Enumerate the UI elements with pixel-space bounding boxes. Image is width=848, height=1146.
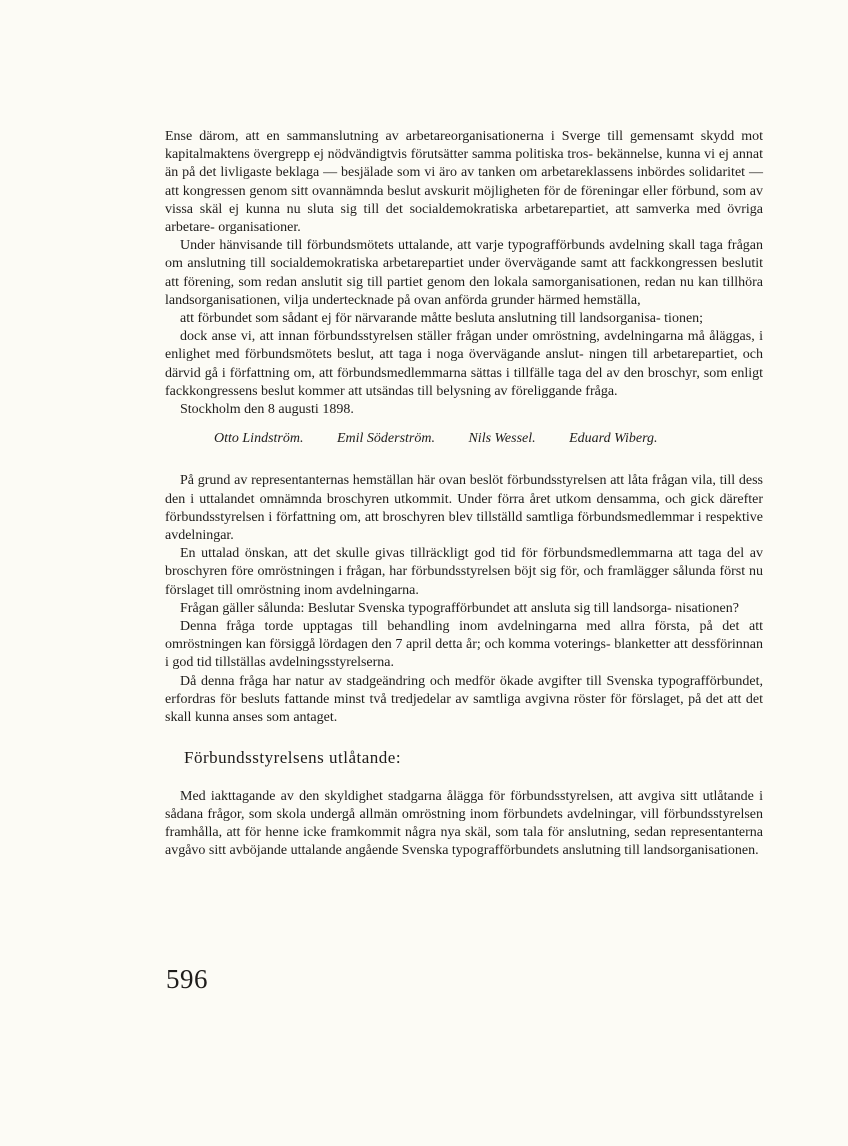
paragraph: Med iakttagande av den skyldighet stadgarna ålägga för förbundsstyrelsen, att avgiva sitt utlåtande i sådana frågor, som skola undergå allmän omröstning inom förbundets avdelningar, vill förbundsstyrelsen framhålla, att för henne icke framkommit några nya skäl, som tala för anslutning, sedan representanterna avgåvo sitt avböjande uttalande angående Svenska typografförbundets anslutning till landsorganisationen. — [165, 788, 763, 859]
paragraph: Frågan gäller sålunda: Beslutar Svenska typografförbundet att ansluta sig till landsorga‑ nisationen? — [180, 600, 739, 616]
paragraph: att förbundet som sådant ej för närvarande måtte besluta anslutning till landsorganisa‑ tionen; — [180, 311, 704, 327]
signature: Eduard Wiberg. — [569, 431, 658, 447]
section-heading: Förbundsstyrelsens utlåtande: — [184, 748, 402, 768]
signatures — [214, 430, 763, 448]
paragraph: Ense därom, att en sammanslutning av arbetareorganisationerna i Sverge till gemensamt skydd mot kapitalmaktens övergrepp ej nödvändigtvis förutsätter samma politiska tros‑ bekännelse, kunna vi ej annat än på det livligaste beklaga — besjälade som vi äro av tanken om arbetareklassens inbördes solidaritet — att kongressen genom sitt ovannämnda beslut avskurit möjligheten för de föreningar eller förbund, som av vissa skäl ej kunna nu sluta sig till det socialdemokratiska arbetarepartiet, att samverka med övriga arbetare‑ organisationer. — [165, 129, 763, 236]
paragraph: dock anse vi, att innan förbundsstyrelsen ställer frågan under omröstning, avdelningarna må åläggas, i enlighet med förbundsmötets beslut, att taga i noga övervägande anslut‑ ningen till arbetarepartiet, och därvid gå i författning om, att förbundsmedlemmarna sättas i tillfälle taga del av den broschyr, som enligt fackkongressens beslut kommer att utsändas till belysning av föreliggande fråga. — [165, 329, 763, 399]
body-text — [165, 128, 763, 860]
paragraph: På grund av representanternas hemställan här ovan beslöt förbundsstyrelsen att låta frågan vila, till dess den i uttalandet omnämnda broschyren utkommit. Under förra året utkom densamma, och gick därefter förbundsstyrelsen i författning om, att broschyren blev tillställd samtliga förbundsmedlemmar i respektive avdelningar. — [165, 473, 763, 544]
signature: Emil Söderström. — [336, 431, 435, 447]
paragraph: Under hänvisande till förbundsmötets uttalande, att varje typografförbunds avdelning skall taga frågan om anslutning till socialdemokratiska arbetarepartiet under övervägande samt att fackkongressen beslutit att förening, som redan anslutit sig till partiet genom den lokala samorganisationen, redan nu kan tillhöra landsorganisationen, vilja undertecknade på ovan anförda grunder härmed hemställa, — [165, 238, 763, 308]
paragraph: Denna fråga torde upptagas till behandling inom avdelningarna med allra första, på det att omröstningen kan försiggå lördagen den 7 april detta år; och komma voterings‑ blanketter att dessförinnan i god tid tillställas avdelningsstyrelserna. — [165, 619, 763, 671]
signature: Nils Wessel. — [468, 431, 536, 447]
signature: Otto Lindström. — [214, 431, 304, 447]
paragraph: Då denna fråga har natur av stadgeändring och medför ökade avgifter till Svenska typografförbundet, erfordras för besluts fattande minst två tredjedelar av samtliga avgivna röster för förslaget, på det att det skall kunna anses som antaget. — [165, 673, 763, 726]
page-number: 596 — [166, 964, 208, 994]
paragraph: En uttalad önskan, att det skulle givas tillräckligt god tid för förbundsmedlemmarna att taga del av broschyren före omröstningen i frågan, har förbundsstyrelsen böjt sig för, och framlägger sålunda först nu förslaget till omröstning inom avdelningarna. — [165, 546, 763, 598]
dateline: Stockholm den 8 augusti 1898. — [180, 402, 354, 418]
